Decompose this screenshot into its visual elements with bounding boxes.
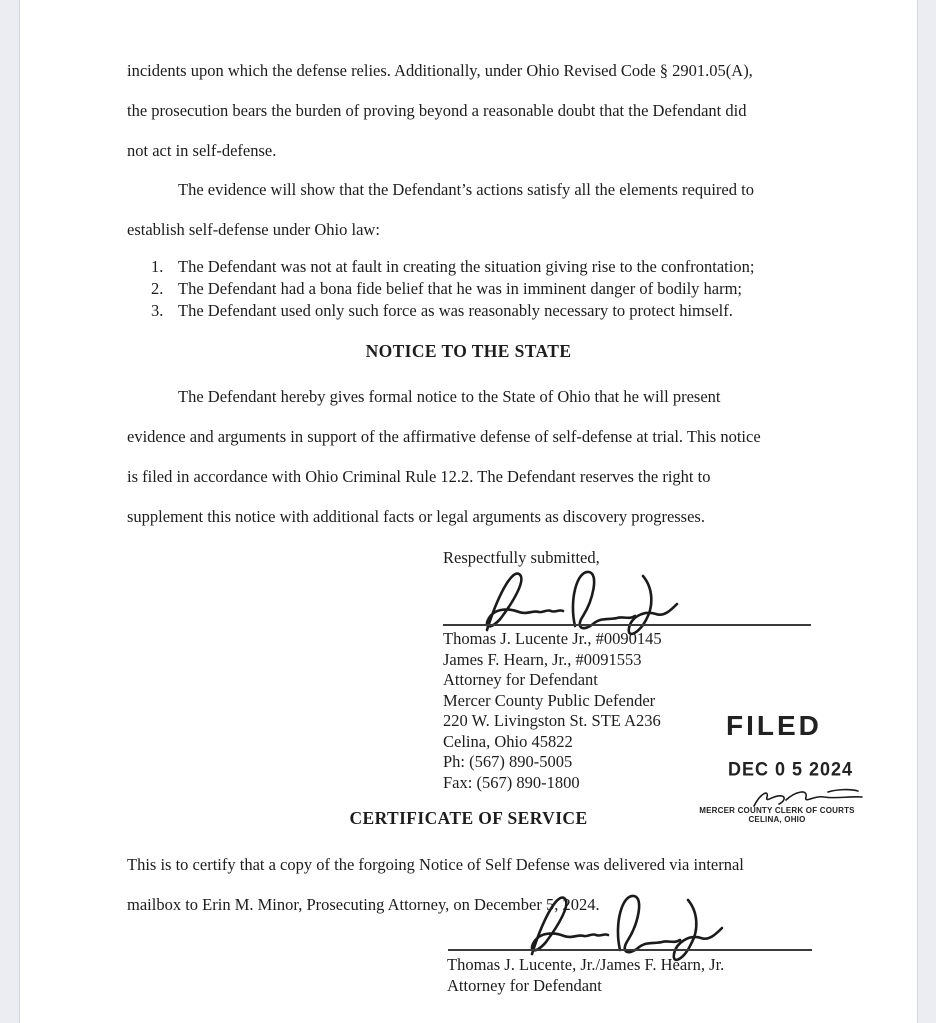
list-item-number: 2. — [151, 279, 164, 298]
signature-line — [443, 624, 811, 626]
filed-stamp-text: FILED — [726, 710, 822, 741]
list-item-number: 3. — [151, 301, 164, 320]
attorney-office: Mercer County Public Defender — [443, 690, 656, 710]
paragraph-notice — [127, 377, 761, 537]
notice-to-state-heading: NOTICE TO THE STATE — [365, 341, 572, 361]
certificate-signer-names: Thomas J. Lucente, Jr./James F. Hearn, Jr. — [447, 955, 725, 974]
paragraph-line: evidence and arguments in support of the affirmative defense of self-defense at trial. This notice — [127, 427, 761, 446]
paragraph-line: is filed in accordance with Ohio Criminal Rule 12.2. The Defendant reserves the right to — [127, 467, 711, 486]
list-item-number: 1. — [151, 257, 164, 276]
attorney-block — [443, 629, 662, 793]
list-item — [151, 300, 754, 322]
paragraph-line: not act in self-defense. — [127, 141, 277, 160]
paragraph-burden-of-proof — [127, 51, 753, 171]
clerk-stamp-city: CELINA, OHIO — [748, 815, 806, 824]
list-item-text: The Defendant had a bona fide belief that he was in imminent danger of bodily harm; — [178, 279, 743, 298]
list-item-text: The Defendant was not at fault in creating the situation giving rise to the confrontation; — [178, 257, 755, 276]
paragraph-line: incidents upon which the defense relies. Additionally, under Ohio Revised Code § 2901.05(A), — [127, 61, 753, 80]
paragraph-line: supplement this notice with additional facts or legal arguments as discovery progresses. — [127, 507, 705, 526]
paragraph-line: establish self-defense under Ohio law: — [127, 220, 380, 239]
filed-stamp-date: DEC 0 5 2024 — [728, 758, 854, 780]
attorney-phone: Ph: (567) 890-5005 — [443, 752, 573, 771]
list-item-text: The Defendant used only such force as was reasonably necessary to protect himself. — [178, 301, 733, 320]
certificate-of-service-heading: CERTIFICATE OF SERVICE — [349, 808, 588, 828]
attorney-name-hearn: James F. Hearn, Jr., #0091553 — [443, 649, 642, 669]
attorney-street: 220 W. Livingston St. STE A236 — [443, 711, 661, 730]
paragraph-line: mailbox to Erin M. Minor, Prosecuting Attorney, on December 5, 2024. — [127, 895, 600, 914]
paragraph-line: This is to certify that a copy of the forgoing Notice of Self Defense was delivered via internal — [127, 855, 744, 874]
list-item — [151, 256, 754, 278]
list-item — [151, 278, 754, 300]
certificate-signer-title: Attorney for Defendant — [447, 975, 602, 995]
attorney-fax: Fax: (567) 890-1800 — [443, 772, 580, 792]
certificate-signer-block — [447, 955, 724, 996]
page-left-margin-edge — [0, 0, 20, 1023]
attorney-city: Celina, Ohio 45822 — [443, 731, 573, 751]
paragraph-line: The Defendant hereby gives formal notice to the State of Ohio that he will present — [178, 387, 721, 406]
page-right-margin-edge — [917, 0, 936, 1023]
signature-line — [448, 949, 812, 951]
attorney-name-lucente: Thomas J. Lucente Jr., #0090145 — [443, 629, 662, 648]
attorney-title: Attorney for Defendant — [443, 670, 598, 689]
paragraph-evidence — [127, 170, 754, 250]
paragraph-line: The evidence will show that the Defendant’s actions satisfy all the elements required to — [178, 180, 754, 199]
closing-salutation: Respectfully submitted, — [443, 548, 600, 567]
clerk-stamp-office: MERCER COUNTY CLERK OF COURTS — [699, 806, 855, 815]
paragraph-line: the prosecution bears the burden of proving beyond a reasonable doubt that the Defendant did — [127, 101, 747, 120]
self-defense-elements-list — [151, 256, 754, 322]
